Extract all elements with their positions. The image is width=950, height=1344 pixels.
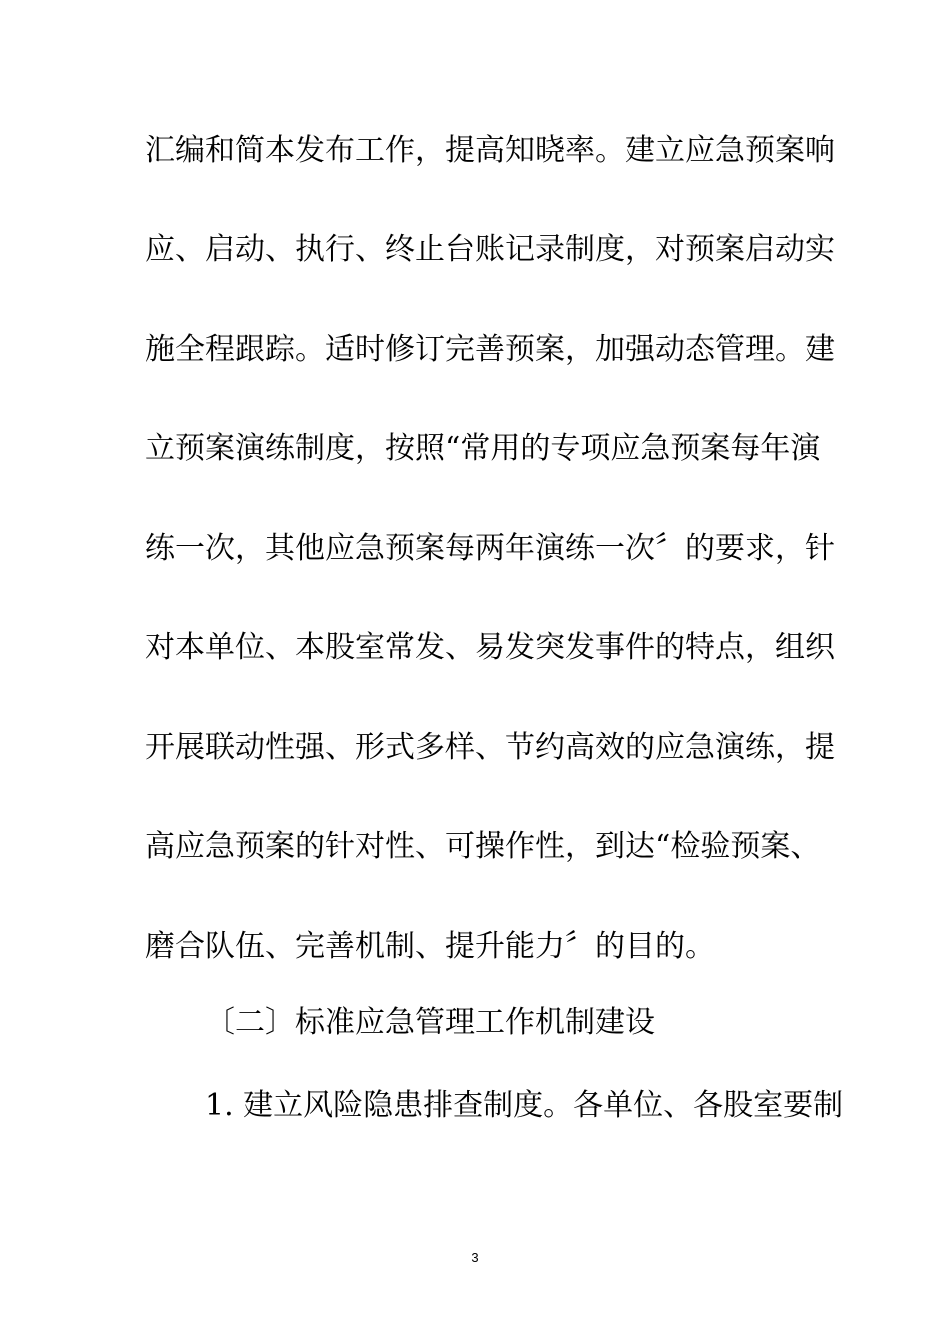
body-line-1: 汇编和简本发布工作，提高知晓率。建立应急预案响 <box>145 133 835 168</box>
body-line-3: 施全程跟踪。适时修订完善预案，加强动态管理。建 <box>145 332 835 367</box>
page-number: 3 <box>471 1250 479 1265</box>
body-line-7: 开展联动性强、形式多样、节约高效的应急演练，提 <box>145 730 835 765</box>
body-line-6: 对本单位、本股室常发、易发突发事件的特点，组织 <box>145 630 835 665</box>
body-line-9: 磨合队伍、完善机制、提升能力〞的目的。 <box>145 929 715 964</box>
body-line-8: 高应急预案的针对性、可操作性，到达“检验预案、 <box>145 829 821 864</box>
body-line-5: 练一次，其他应急预案每两年演练一次〞的要求，针 <box>145 531 835 566</box>
section-heading: 〔二〕标准应急管理工作机制建设 <box>205 1005 655 1040</box>
item-line: 1. 建立风险隐患排查制度。各单位、各股室要制 <box>205 1088 844 1123</box>
body-line-2: 应、启动、执行、终止台账记录制度，对预案启动实 <box>145 232 835 267</box>
body-line-4: 立预案演练制度，按照“常用的专项应急预案每年演 <box>145 431 821 466</box>
